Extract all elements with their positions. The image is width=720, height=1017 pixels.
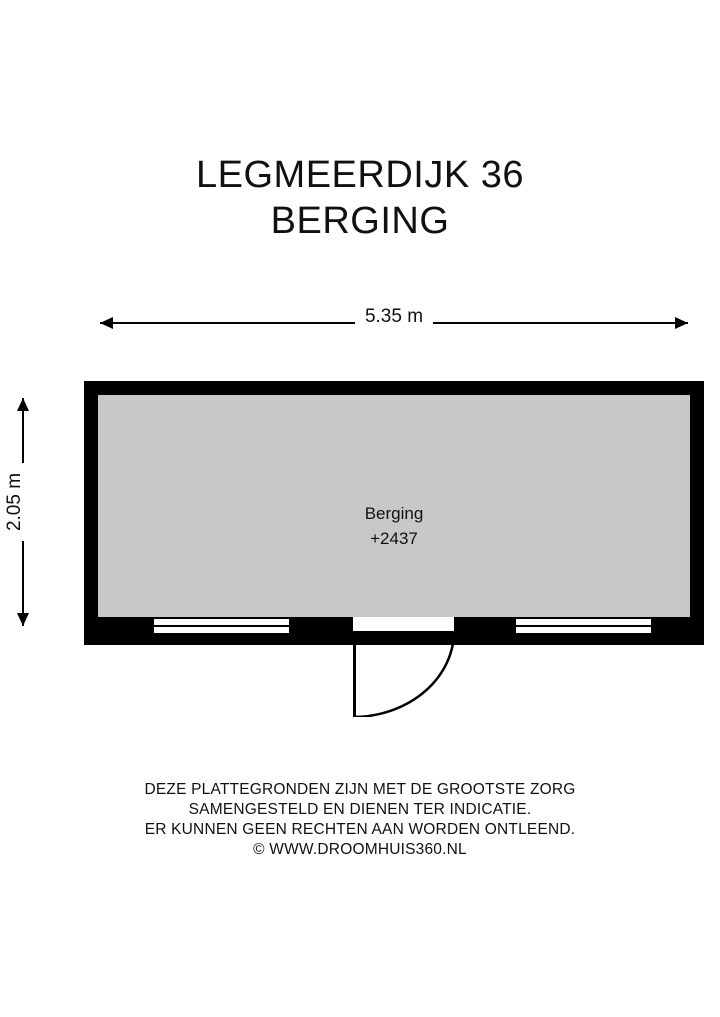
dimension-width-text: 5.35 m [355,306,433,327]
disclaimer-copyright: © WWW.DROOMHUIS360.NL [253,841,467,858]
door-arc-icon [353,631,454,717]
title-address: LEGMEERDIJK 36 [196,154,524,196]
dimension-height-text: 2.05 m [4,463,25,541]
disclaimer [0,780,720,860]
arrow-down-icon [17,613,29,626]
door-opening [353,617,454,631]
room-label [84,501,704,551]
dimension-width [100,306,688,344]
dimension-width-label [100,306,688,328]
room-level: +2437 [370,529,418,548]
floor-plan [84,381,704,645]
page-title [0,152,720,244]
window-left [154,617,289,635]
title-floor: BERGING [270,200,450,242]
arrow-up-icon [17,398,29,411]
door-swing [353,631,454,717]
room-name: Berging [364,504,424,523]
disclaimer-line-1: DEZE PLATTEGRONDEN ZIJN MET DE GROOTSTE ZORG [144,781,576,798]
dimension-height [6,398,40,626]
disclaimer-line-2: SAMENGESTELD EN DIENEN TER INDICATIE. [188,801,532,818]
dimension-height-label [4,412,26,592]
disclaimer-line-3: ER KUNNEN GEEN RECHTEN AAN WORDEN ONTLEEND. [144,821,576,838]
window-right [516,617,651,635]
